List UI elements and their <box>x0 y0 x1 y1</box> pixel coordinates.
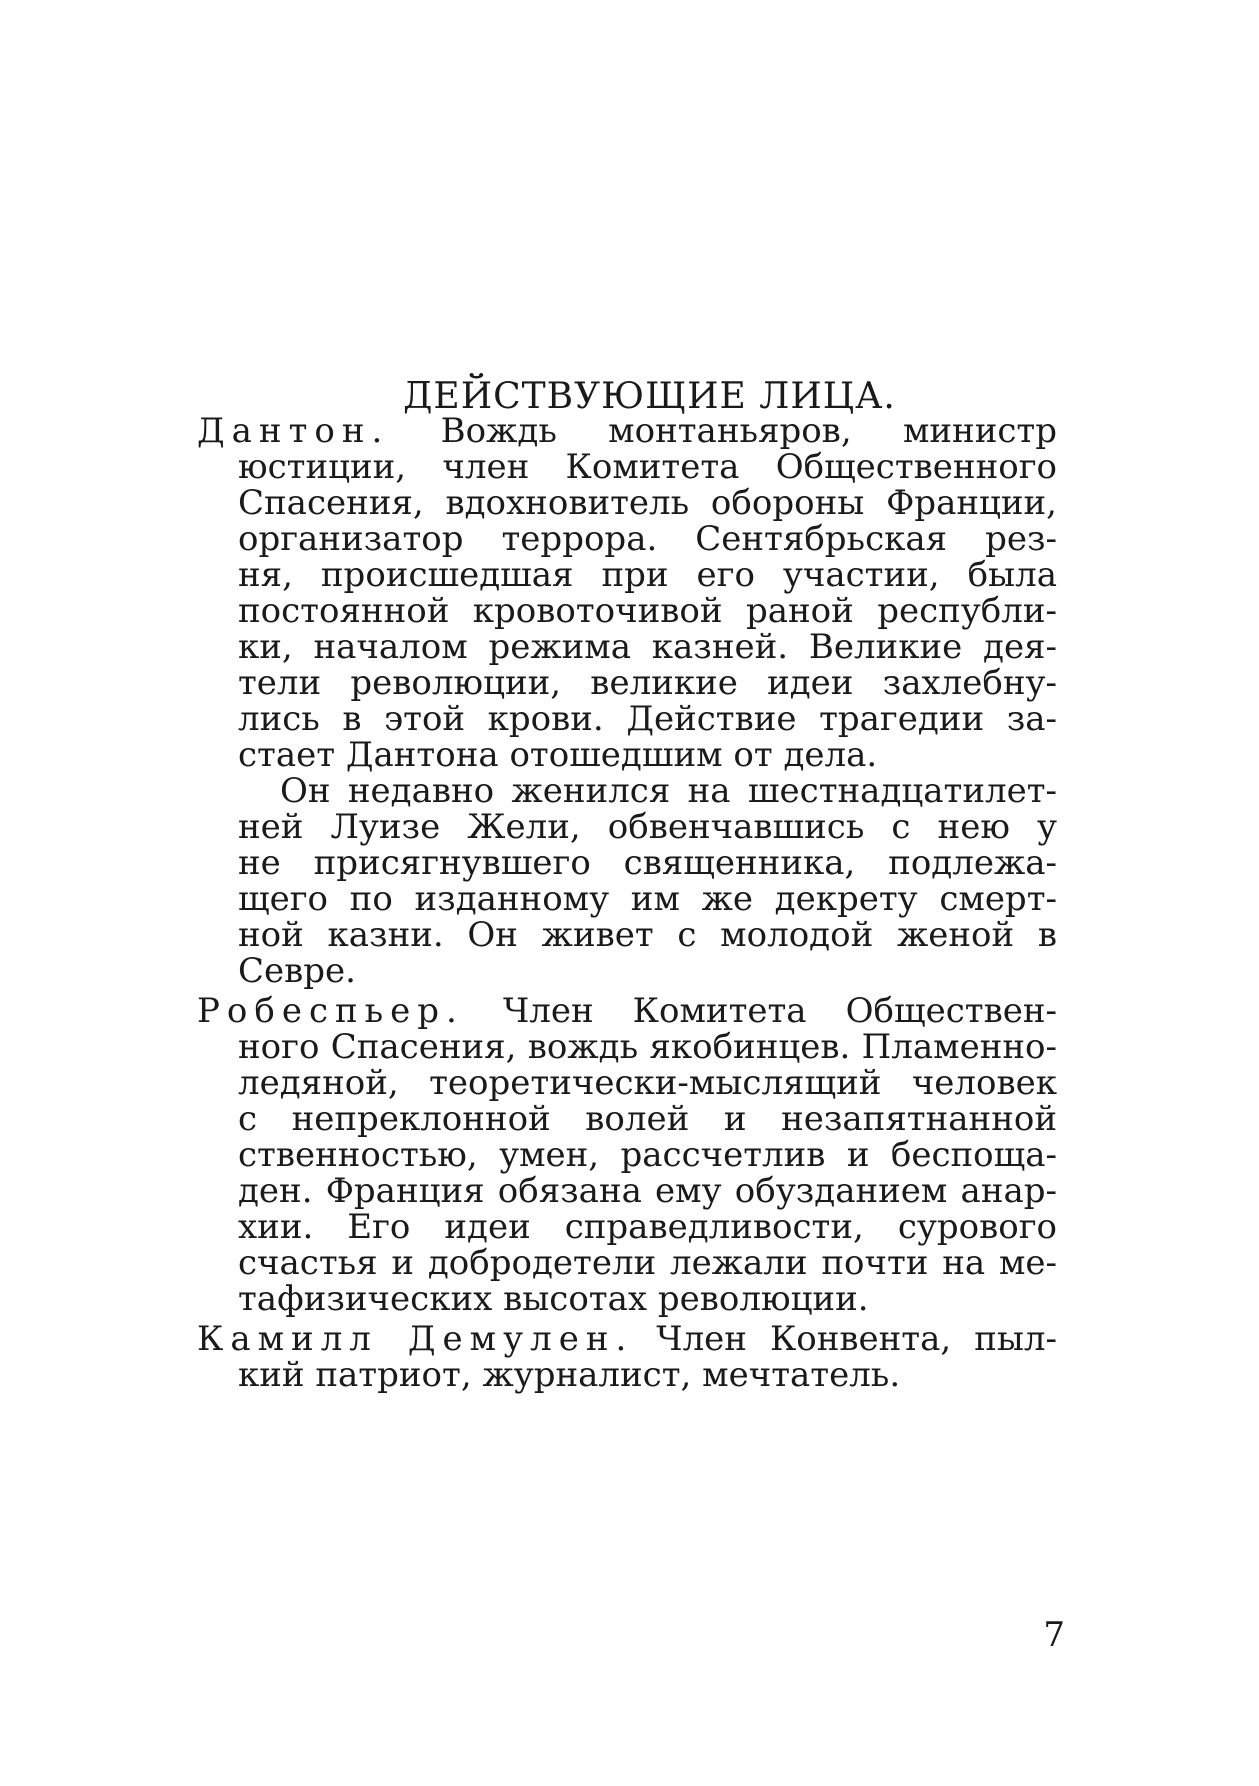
entry-first-line <box>197 991 1057 1031</box>
page-heading: ДЕЙСТВУЮЩИЕ ЛИЦА. <box>403 376 896 417</box>
entry-text-line: ледяной, теоретически-мыслящий человек <box>238 1063 1057 1103</box>
entry-text-line: Член Комитета Обществен- <box>463 991 1057 1031</box>
entry-text-line: ней Луизе Жели, обвенчавшись с нею у <box>238 807 1057 847</box>
entry-text-line: щего по изданному им же декрету смерт- <box>238 879 1057 919</box>
entry-first-line <box>197 1319 1057 1359</box>
entry-text-line: Вождь монтаньяров, министр <box>389 411 1057 451</box>
entry-text-line: ственностью, умен, рассчетлив и беспоща- <box>238 1135 1057 1175</box>
entry-text-line: стает Дантона отошедшим от дела. <box>238 735 878 775</box>
entry-text-line: хии. Его идеи справедливости, сурового <box>238 1207 1057 1247</box>
character-name: Камилл Демулен. <box>197 1319 634 1359</box>
entry-text-line: Он недавно женился на шестнадцатилет- <box>280 771 1057 811</box>
entry-text-line: ки, началом режима казней. Великие дея- <box>238 627 1057 667</box>
entry-text-line: ден. Франция обязана ему обузданием анар- <box>238 1171 1057 1211</box>
entry-text-line: не присягнувшего священника, подлежа- <box>238 843 1057 883</box>
entry-text-line: с непреклонной волей и незапятнанной <box>238 1099 1057 1139</box>
entry-text-line: Севре. <box>238 951 356 991</box>
entry-text-line: ного Спасения, вождь якобинцев. Пламенно- <box>238 1027 1057 1067</box>
entry-text-line: тели революции, великие идеи захлебну- <box>238 663 1057 703</box>
entry-text-line: Спасения, вдохновитель обороны Франции, <box>238 483 1057 523</box>
entry-text-line: ня, происшедшая при его участии, была <box>238 555 1057 595</box>
page-number: 7 <box>1043 1615 1065 1655</box>
character-name: Дантон. <box>197 411 390 451</box>
entry-text-line: юстиции, член Комитета Общественного <box>238 447 1057 487</box>
entry-first-line <box>197 411 1057 451</box>
character-name: Робеспьер. <box>197 991 464 1031</box>
entry-text-line: лись в этой крови. Действие трагедии за- <box>238 699 1057 739</box>
entry-text-line: ной казни. Он живет с молодой женой в <box>238 915 1057 955</box>
entry-text-line: тафизических высотах революции. <box>238 1279 869 1319</box>
entry-text-line: счастья и добродетели лежали почти на ме- <box>238 1243 1057 1283</box>
entry-text-line: организатор террора. Сентябрьская рез- <box>238 519 1057 559</box>
entry-text-line: кий патриот, журналист, мечтатель. <box>238 1355 901 1395</box>
entry-text-line: постоянной кровоточивой раной республи- <box>238 591 1057 631</box>
entry-text-line: Член Конвента, пыл- <box>633 1319 1057 1359</box>
